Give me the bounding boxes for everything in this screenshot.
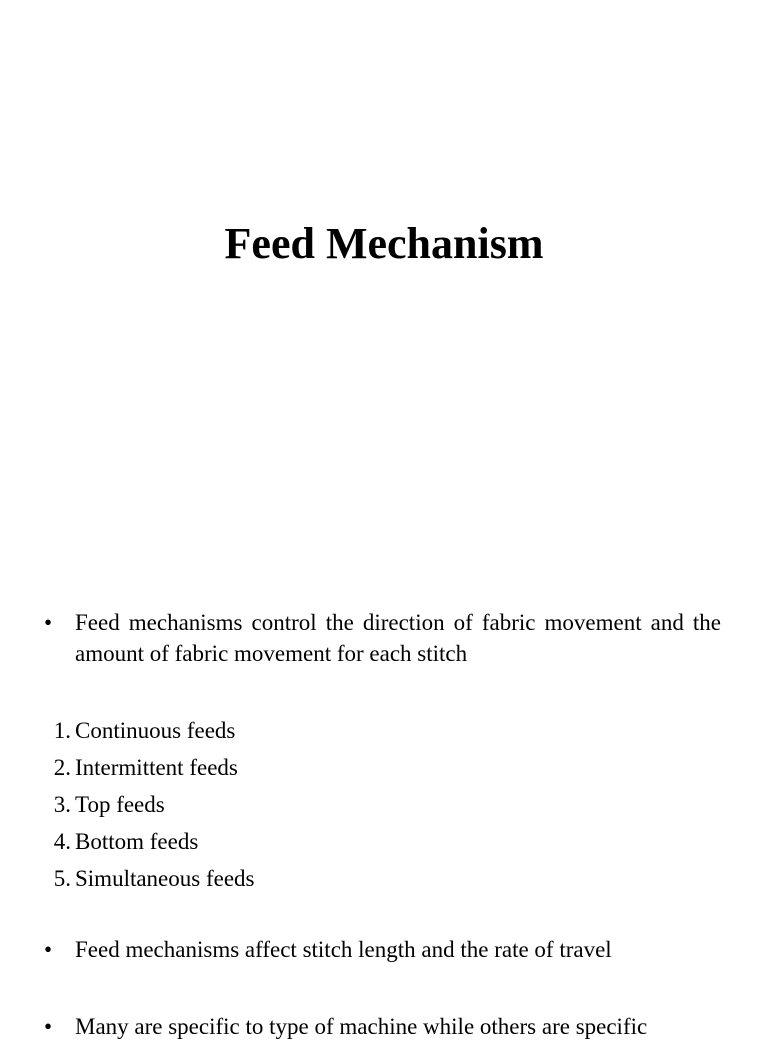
list-item-label: Continuous feeds	[75, 718, 236, 743]
list-item	[40, 712, 721, 749]
bullet-marker: •	[44, 610, 53, 635]
list-number: 5.	[53, 866, 71, 891]
bullet-marker: •	[44, 937, 53, 962]
bullet-text: Feed mechanisms control the direction of fabric movement and the amount of fabric movement for each stitch	[75, 610, 721, 666]
list-number: 4.	[53, 829, 71, 854]
bullet-item-fabric-movement	[40, 607, 721, 669]
list-item-label: Top feeds	[75, 792, 165, 817]
bullet-text: Many are specific to type of machine while others are specific	[75, 1014, 648, 1039]
feed-types-list	[40, 712, 721, 897]
list-item-label: Bottom feeds	[75, 829, 199, 854]
list-item	[40, 786, 721, 823]
list-item	[40, 823, 721, 860]
list-item	[40, 749, 721, 786]
list-number: 3.	[53, 792, 71, 817]
bullet-marker: •	[44, 1014, 53, 1039]
slide-title: Feed Mechanism	[224, 219, 544, 268]
bullet-text: Feed mechanisms affect stitch length and the rate of travel	[75, 937, 612, 962]
list-number: 2.	[53, 755, 71, 780]
bullet-item-stitch-length	[40, 934, 721, 965]
list-number: 1.	[53, 718, 71, 743]
list-item-label: Intermittent feeds	[75, 755, 238, 780]
bullet-item-machine-specific	[40, 1011, 721, 1042]
list-item-label: Simultaneous feeds	[75, 866, 255, 891]
list-item	[40, 860, 721, 897]
